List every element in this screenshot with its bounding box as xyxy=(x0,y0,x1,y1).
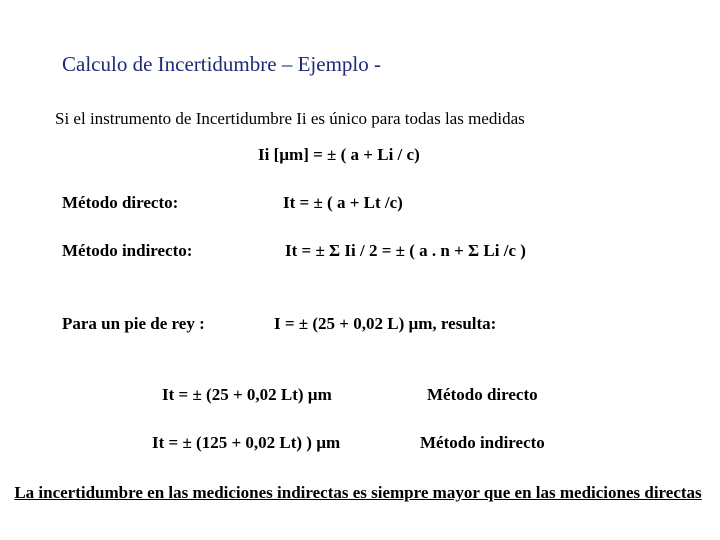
indirect-method-formula: It = ± Σ Ii / 2 = ± ( a . n + Σ Li /c ) xyxy=(285,241,526,260)
direct-result-note: Método directo xyxy=(427,385,538,404)
page-title: Calculo de Incertidumbre – Ejemplo - xyxy=(62,52,381,76)
instrument-uncertainty-formula: Ii [µm] = ± ( a + Li / c) xyxy=(258,145,420,164)
example-formula: I = ± (25 + 0,02 L) µm, resulta: xyxy=(274,314,497,333)
direct-method-formula: It = ± ( a + Lt /c) xyxy=(283,193,403,212)
intro-text: Si el instrumento de Incertidumbre Ii es único para todas las medidas xyxy=(55,109,525,128)
example-label: Para un pie de rey : xyxy=(62,314,205,333)
direct-method-label: Método directo: xyxy=(62,193,179,212)
indirect-result-note: Método indirecto xyxy=(420,433,545,452)
direct-result-formula: It = ± (25 + 0,02 Lt) µm xyxy=(162,385,332,404)
indirect-method-label: Método indirecto: xyxy=(62,241,193,260)
indirect-result-formula: It = ± (125 + 0,02 Lt) ) µm xyxy=(152,433,341,452)
conclusion-text: La incertidumbre en las mediciones indirectas es siempre mayor que en las mediciones directas xyxy=(14,483,702,502)
